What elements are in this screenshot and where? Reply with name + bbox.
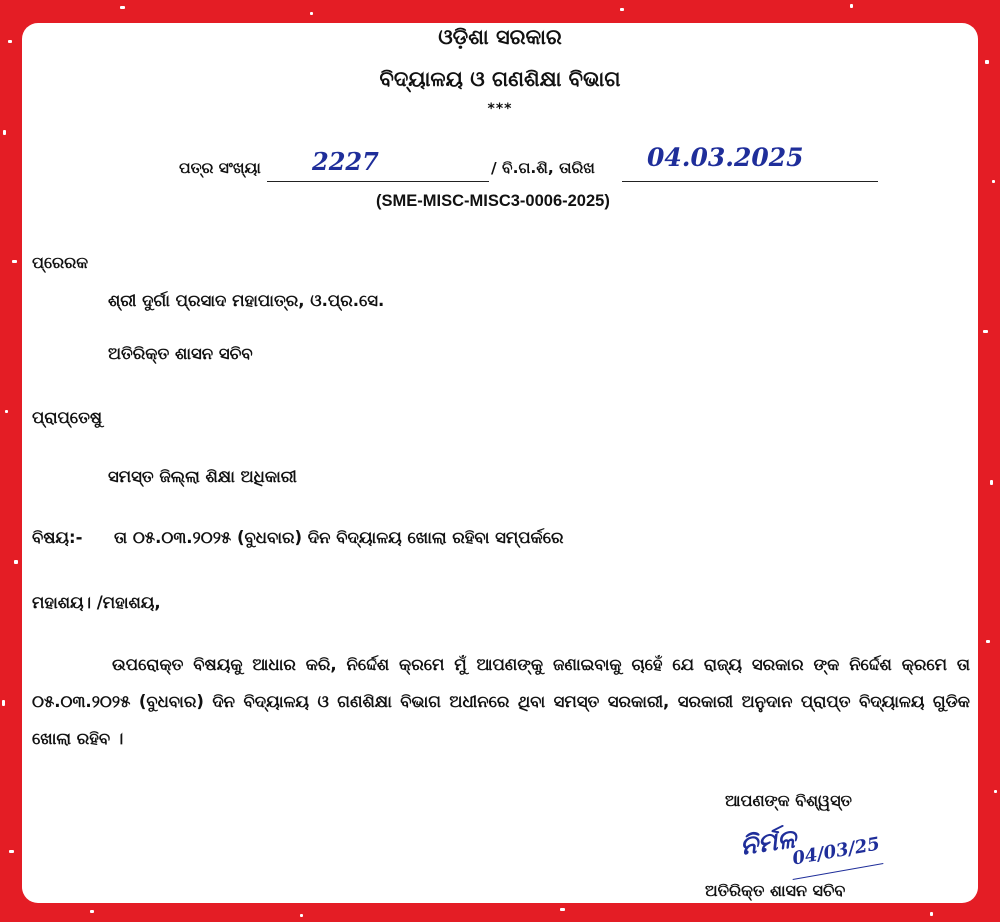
subject-text: ତା ୦୫.୦୩.୨୦୨୫ (ବୁଧବାର) ଦିନ ବିଦ୍ୟାଳୟ ଖୋଲା ରହିବା ସମ୍ପର୍କରେ (114, 528, 564, 547)
recipient-label: ପ୍ରାପ୍ତେଷୁ (32, 408, 103, 427)
body-paragraph (32, 646, 970, 757)
yours-faithfully: ଆପଣଙ୍କ ବିଶ୍ୱସ୍ତ (725, 791, 852, 810)
date-handwritten: 04.03.2025 (647, 143, 804, 172)
sender-name: ଶ୍ରୀ ଦୁର୍ଗା ପ୍ରସାଦ ମହାପାତ୍ର, ଓ.ପ୍ର.ସେ. (108, 291, 385, 310)
government-title: ଓଡ଼ିଶା ସରକାର (438, 25, 562, 49)
salutation: ମହାଶୟ। /ମହାଶୟ, (32, 593, 161, 612)
handwritten-signature: ନିର୍ମଳ (738, 824, 798, 862)
subject-label: ବିଷୟ:- (32, 528, 83, 547)
sender-label: ପ୍ରେରକ (32, 253, 89, 272)
letter-page (22, 23, 978, 903)
department-date-label: / ବି.ଗ.ଶି, ତାରିଖ (491, 159, 595, 177)
body-text: ଉପରୋକ୍ତ ବିଷୟକୁ ଆଧାର କରି, ନିର୍ଦ୍ଦେଶ କ୍ରମେ ମୁଁ ଆପଣଙ୍କୁ ଜଣାଇବାକୁ ଚାହେଁ ଯେ ରାଜ୍ୟ ସରକାର ଙ୍କ ନିର୍ଦ୍ଦେଶ କ୍ରମେ ତା ୦୫.୦୩.୨୦୨୫ (ବୁଧବାର) ଦିନ ବିଦ୍ୟାଳୟ ଓ ଗଣଶିକ୍ଷା ବିଭାଗ ଅଧୀନରେ ଥିବା ସମସ୍ତ ସରକାରୀ, ସରକାରୀ ଅନୁଦାନ ପ୍ରାପ୍ତ ବିଦ୍ୟାଳୟ ଗୁଡିକ ଖୋଲା ରହିବ । (32, 655, 970, 748)
sender-designation: ଅତିରିକ୍ତ ଶାସନ ସଚିବ (108, 344, 253, 363)
closing-designation: ଅତିରିକ୍ତ ଶାସନ ସଚିବ (705, 881, 846, 900)
signature-date: 04/03/25 (790, 833, 882, 870)
date-underline (622, 181, 878, 182)
department-title: ବିଦ୍ୟାଳୟ ଓ ଗଣଶିକ୍ଷା ବିଭାଗ (379, 67, 621, 91)
letter-number-label: ପତ୍ର ସଂଖ୍ୟା (179, 159, 261, 177)
letter-number-handwritten: 2227 (312, 147, 379, 176)
header-stars: *** (487, 101, 513, 117)
recipient-name: ସମସ୍ତ ଜିଲ୍ଲା ଶିକ୍ଷା ଅଧିକାରୀ (108, 467, 297, 486)
file-code: (SME-MISC-MISC3-0006-2025) (376, 192, 610, 210)
letter-number-underline (267, 181, 489, 182)
